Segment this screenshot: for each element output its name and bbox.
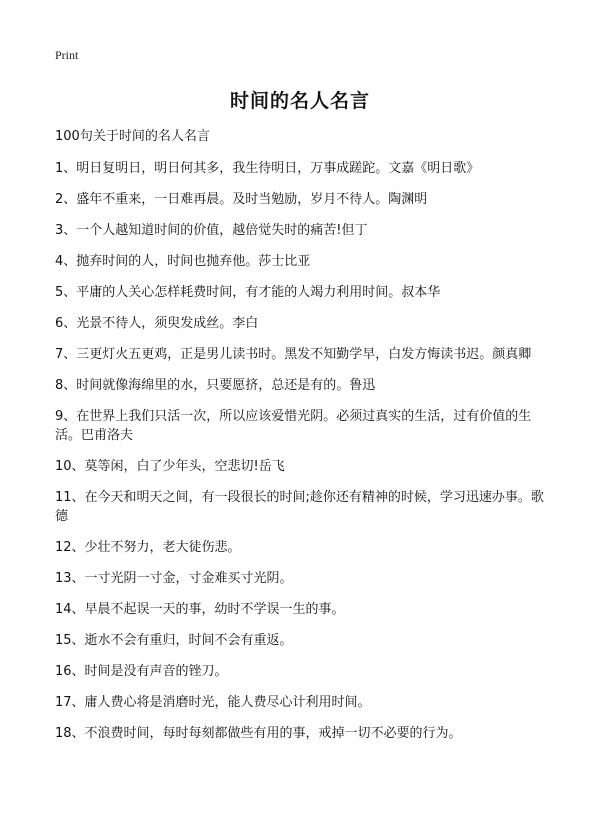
quote-item: 5、平庸的人关心怎样耗费时间，有才能的人竭力利用时间。叔本华 xyxy=(55,285,441,300)
quote-item: 12、少壮不努力，老大徒伤悲。 xyxy=(55,540,241,555)
quote-item: 15、逝水不会有重归，时间不会有重返。 xyxy=(55,633,293,648)
quote-item: 18、不浪费时间，每时每刻都做些有用的事，戒掉一切不必要的行为。 xyxy=(55,726,462,741)
quote-item: 17、庸人费心将是消磨时光，能人费尽心计利用时间。 xyxy=(55,695,371,710)
quote-item: 13、一寸光阴一寸金，寸金难买寸光阴。 xyxy=(55,571,293,586)
quote-item: 8、时间就像海绵里的水，只要愿挤，总还是有的。鲁迅 xyxy=(55,378,376,393)
quote-item: 14、早晨不起误一天的事，幼时不学误一生的事。 xyxy=(55,602,345,617)
quote-list xyxy=(55,159,545,743)
quote-item: 11、在今天和明天之间，有一段很长的时间;趁你还有精神的时候，学习迅速办事。歌德 xyxy=(55,490,544,524)
quote-item: 6、光景不待人，须臾发成丝。李白 xyxy=(55,316,259,331)
quote-item: 10、莫等闲，白了少年头，空悲切!岳飞 xyxy=(55,459,285,474)
quote-item: 4、抛弃时间的人，时间也抛弃他。莎士比亚 xyxy=(55,254,311,269)
print-link[interactable]: Print xyxy=(55,48,79,62)
quote-item: 7、三更灯火五更鸡，正是男儿读书时。黑发不知勤学早，白发方悔读书迟。颜真卿 xyxy=(55,347,532,362)
quote-item: 3、一个人越知道时间的价值，越倍觉失时的痛苦!但丁 xyxy=(55,223,368,238)
quote-item: 16、时间是没有声音的锉刀。 xyxy=(55,664,228,679)
page-subtitle: 100句关于时间的名人名言 xyxy=(55,129,210,144)
quote-item: 9、在世界上我们只活一次，所以应该爱惜光阴。必须过真实的生活，过有价值的生活。巴甫洛夫 xyxy=(55,409,532,443)
quote-item: 1、明日复明日，明日何其多，我生待明日，万事成蹉跎。文嘉《明日歌》 xyxy=(55,161,480,176)
page-title: 时间的名人名言 xyxy=(229,90,370,112)
quote-item: 2、盛年不重来，一日难再晨。及时当勉励，岁月不待人。陶渊明 xyxy=(55,192,428,207)
